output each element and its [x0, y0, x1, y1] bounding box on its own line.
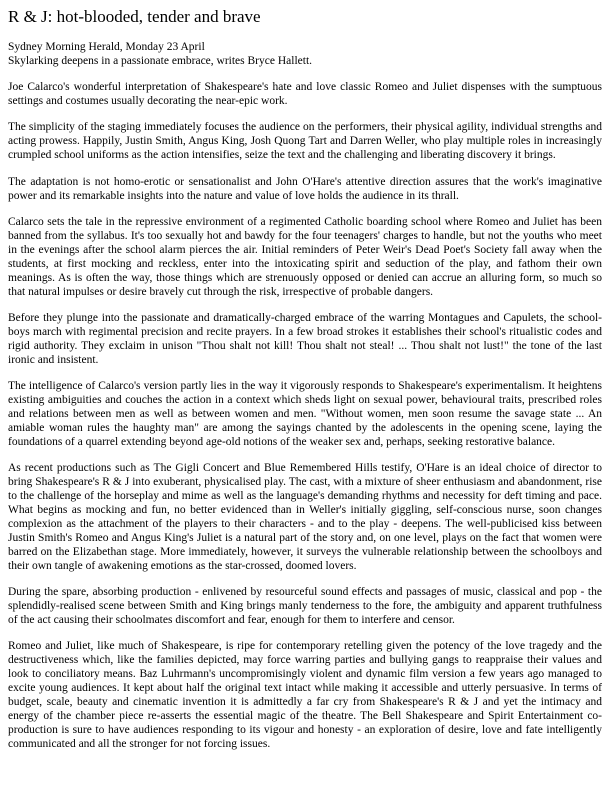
article-paragraph-6: The intelligence of Calarco's version partly lies in the way it vigorously responds to Shakespeare's experimentalism. It heightens existing ambiguities and couches the action in a context which sheds light on sexual power, behavioural traits, prescribed roles and relations between men as well as between women and men. "Without women, men soon resume the savage state ... An amiable woman rules the haughty man" are among the sayings chanted by the adolescents in the opening scene, laying the foundations of a quarrel extending beyond age-old notions of the weaker sex and, perhaps, seeking restorative balance.	[8, 379, 602, 448]
source-line: Sydney Morning Herald, Monday 23 April	[8, 41, 205, 54]
article-paragraph-7: As recent productions such as The Gigli Concert and Blue Remembered Hills testify, O'Hare is an ideal choice of director to bring Shakespeare's R & J into exuberant, physicalised play. The cast, with a mixture of sheer enthusiasm and abandonment, rise to the challenge of the horseplay and mime as well as the language's demanding rhythms and necessity for deft timing and pace. What begins as mocking and fun, no better evidenced than in Weller's initially giggling, self-conscious nurse, soon changes complexion as the attachment of the players to their characters - and to the play - deepens. The well-publicised kiss between Justin Smith's Romeo and Angus King's Juliet is a natural part of the story and, on one level, plays on the fact that women were barred on the Elizabethan stage. More immediately, however, it surveys the vulnerable relationship between the schoolboys and their own tangle of awakening emotions as the star-crossed, doomed lovers.	[8, 461, 602, 572]
article-paragraph-1: Joe Calarco's wonderful interpretation of Shakespeare's hate and love classic Romeo and Juliet dispenses with the sumptuous settings and costumes usually decorating the near-epic work.	[8, 81, 602, 108]
byline: Skylarking deepens in a passionate embrace, writes Bryce Hallett.	[8, 55, 313, 68]
article-paragraph-5: Before they plunge into the passionate and dramatically-charged embrace of the warring Montagues and Capulets, the school-boys march with regimental precision and recite prayers. In a few broad strokes it establishes their school's ritualistic codes and rigid authority. They exclaim in unison "Thou shalt not kill! Thou shalt not steal! ... Thou shalt not lust!" the tone of the last ironic and insistent.	[8, 311, 602, 366]
article-title: R & J: hot-blooded, tender and brave	[8, 7, 261, 26]
article-paragraph-4: Calarco sets the tale in the repressive environment of a regimented Catholic boarding school where Romeo and Juliet has been banned from the syllabus. It's too sexually hot and bawdy for the four teenagers' charges to handle, but not the youths who meet in the evenings after the school alarm pierces the air. Initial reminders of Peter Weir's Dead Poet's Society fall away when the students, at first mocking and reckless, enter into the intoxicating spirit and seduction of the play, and fathom their own meanings. As is often the way, those things which are strenuously opposed or denied can accrue an alluring form, so much so that natural impulses or desire bravely cut through the risk, irrespective of probable dangers.	[8, 215, 602, 298]
article-byline-block	[8, 40, 602, 68]
article-paragraph-9: Romeo and Juliet, like much of Shakespeare, is ripe for contemporary retelling given the potency of the love tragedy and the destructiveness which, like the families depicted, may force warring parties and bullying gangs to reappraise their values and look to conciliatory means. Baz Luhrmann's uncompromisingly violent and dynamic film version a few years ago managed to excite young audiences. It kept about half the original text intact while making it accessible and utterly persuasive. In terms of budget, scale, beauty and cinematic invention it is admittedly a far cry from Shakespeare's R & J and yet the intimacy and energy of the chamber piece re-asserts the essential magic of the theatre. The Bell Shakespeare and Spirit Entertainment co-production is sure to have audiences responding to its vigour and honesty - an exploration of desire, love and fate intelligently communicated and all the stronger for not forcing issues.	[8, 639, 602, 751]
article-paragraph-3: The adaptation is not homo-erotic or sensationalist and John O'Hare's attentive direction assures that the work's imaginative power and its remarkable insights into the nature and value of love holds the audience in its thrall.	[8, 175, 602, 202]
article-paragraph-8: During the spare, absorbing production - enlivened by resourceful sound effects and passages of music, classical and pop - the splendidly-realised scene between Smith and King brings manly tenderness to the fore, the ambiguity and apparent truthfulness of the act causing their schoolmates discomfort and fear, enough for them to interfere and censor.	[8, 585, 602, 626]
article-paragraph-2: The simplicity of the staging immediately focuses the audience on the performers, their physical agility, individual strengths and acting prowess. Happily, Justin Smith, Angus King, Josh Quong Tart and Darren Weller, who play multiple roles in increasingly crumpled school uniforms as the action intensifies, seize the text and the challenging and liberating discovery it brings.	[8, 121, 602, 162]
